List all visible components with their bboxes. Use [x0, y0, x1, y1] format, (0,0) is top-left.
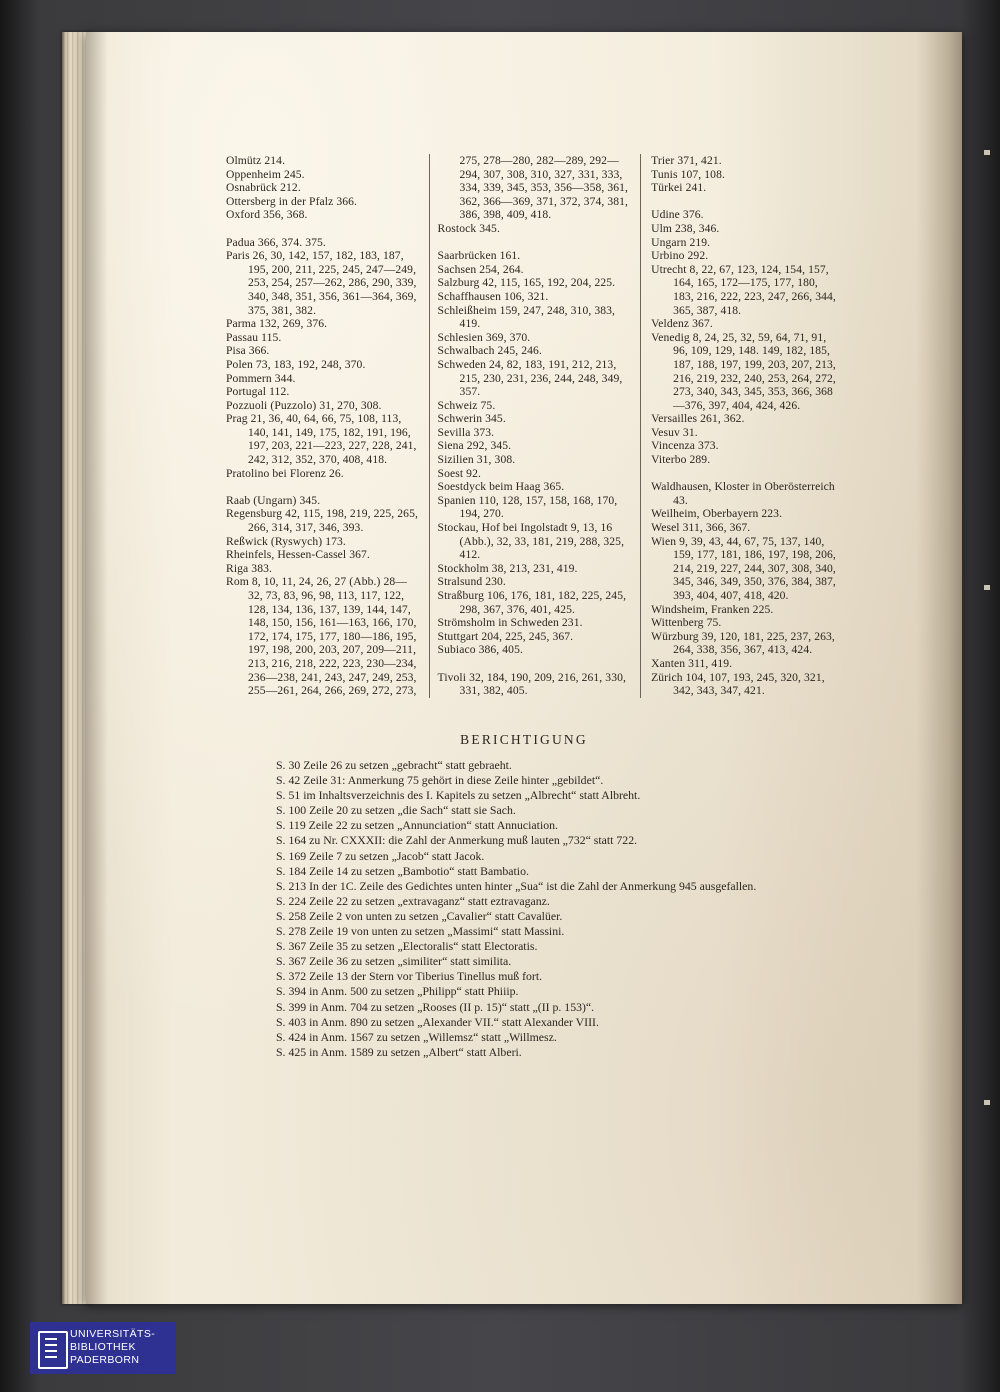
- library-watermark: [30, 1322, 176, 1374]
- errata-item: S. 169 Zeile 7 zu setzen „Jacob“ statt Jacok.: [276, 848, 485, 863]
- index-entry: Vesuv 31.: [651, 425, 698, 439]
- index-entry: Urbino 292.: [651, 249, 709, 263]
- index-entry: Stralsund 230.: [437, 575, 506, 589]
- index-entry: Sevilla 373.: [437, 425, 495, 439]
- errata-item: S. 164 zu Nr. CXXXII: die Zahl der Anmerkung muß lauten „732“ statt 722.: [276, 833, 638, 848]
- errata-item: S. 403 in Anm. 890 zu setzen „Alexander VII.“ statt Alexander VIII.: [276, 1014, 599, 1029]
- index-entry: Trier 371, 421.: [651, 154, 722, 167]
- index-column-2: [429, 154, 641, 698]
- index-entry: Regensburg 42, 115, 198, 219, 225, 265, 266, 314, 317, 346, 393.: [226, 507, 418, 535]
- index-entry: Pommern 344.: [226, 371, 296, 385]
- index-entry: Udine 376.: [651, 208, 704, 222]
- index-entry: Wittenberg 75.: [651, 616, 722, 630]
- index-entry: Passau 115.: [226, 330, 282, 344]
- index-entry: Schwerin 345.: [437, 412, 506, 426]
- index-entry: Strömsholm in Schweden 231.: [437, 616, 583, 630]
- errata-item: S. 258 Zeile 2 von unten zu setzen „Cavalier“ statt Cavalüer.: [276, 908, 563, 923]
- errata-heading: BERICHTIGUNG: [460, 732, 588, 747]
- index-entry: Riga 383.: [226, 561, 272, 575]
- index-entry: Siena 292, 345.: [437, 439, 512, 453]
- errata-item: S. 224 Zeile 22 zu setzen „extravaganz“ statt eztravaganz.: [276, 893, 550, 908]
- index-spacer: [438, 236, 633, 250]
- errata-item: S. 424 in Anm. 1567 zu setzen „Willemsz“ statt „Willmesz.: [276, 1029, 557, 1044]
- index-spacer: [651, 195, 838, 209]
- errata-item: S. 184 Zeile 14 zu setzen „Bambotio“ statt Bambatio.: [276, 863, 529, 878]
- errata-item: S. 100 Zeile 20 zu setzen „die Sach“ statt sie Sach.: [276, 803, 516, 818]
- index-entry: Weilheim, Oberbayern 223.: [651, 507, 783, 521]
- errata-item: S. 394 in Anm. 500 zu setzen „Philipp“ statt Phiiip.: [276, 984, 519, 999]
- errata-item: S. 372 Zeile 13 der Stern vor Tiberius Tinellus muß fort.: [276, 969, 543, 984]
- index-entry: Schleißheim 159, 247, 248, 310, 383, 419.: [437, 303, 616, 331]
- index-entry: Polen 73, 183, 192, 248, 370.: [226, 357, 366, 371]
- index-entry: Vincenza 373.: [651, 439, 719, 453]
- errata-item: S. 399 in Anm. 704 zu setzen „Rooses (II p. 15)“ statt „(II p. 153)“.: [276, 999, 595, 1014]
- watermark-line-1: UNIVERSITÄTS-: [70, 1328, 156, 1340]
- watermark-line-3: PADERBORN: [70, 1354, 140, 1366]
- index-entry: Paris 26, 30, 142, 157, 182, 183, 187, 195, 200, 211, 225, 245, 247—249, 253, 254, 257—262, 286, 290, 339, 340, 348, 351, 356, 361—364, 369, 375, 381, 382.: [226, 249, 417, 317]
- index-entry: Windsheim, Franken 225.: [651, 602, 774, 616]
- index-entry: Zürich 104, 107, 193, 245, 320, 321, 342, 343, 347, 421.: [651, 670, 825, 698]
- book-page: [86, 32, 962, 1304]
- index-entry: Pisa 366.: [226, 344, 270, 358]
- index-entry: Parma 132, 269, 376.: [226, 317, 328, 331]
- index-entry: Reßwick (Ryswych) 173.: [226, 534, 346, 548]
- page-content: [86, 32, 962, 1304]
- index-spacer: [226, 480, 421, 494]
- errata-item: S. 42 Zeile 31: Anmerkung 75 gehört in diese Zeile hinter „gebildet“.: [276, 773, 604, 788]
- index-entry: Straßburg 106, 176, 181, 182, 225, 245, 298, 367, 376, 401, 425.: [437, 589, 627, 616]
- index-entry: Oxford 356, 368.: [226, 208, 308, 222]
- index-entry: Wesel 311, 366, 367.: [651, 521, 751, 535]
- index-entry: Ulm 238, 346.: [651, 221, 720, 235]
- index-entry: Osnabrück 212.: [226, 181, 301, 195]
- index-entry: Schlesien 369, 370.: [437, 330, 531, 344]
- index-entry: Ottersberg in der Pfalz 366.: [226, 194, 358, 208]
- index-entry: Waldhausen, Kloster in Oberösterreich 43.: [651, 480, 835, 507]
- index-entry: Tunis 107, 108.: [651, 167, 725, 181]
- index-entry: Pratolino bei Florenz 26.: [226, 466, 344, 480]
- index-entry: Rostock 345.: [437, 221, 500, 235]
- index-entry: Olmütz 214.: [226, 154, 286, 167]
- index-entry: Salzburg 42, 115, 165, 192, 204, 225.: [437, 276, 616, 290]
- index-entry: Spanien 110, 128, 157, 158, 168, 170, 194, 270.: [437, 493, 618, 521]
- index-entry: Ungarn 219.: [651, 235, 711, 249]
- scan-tick-mark: [984, 150, 990, 155]
- index-entry: Padua 366, 374. 375.: [226, 235, 326, 249]
- watermark-line-2: BIBLIOTHEK: [70, 1341, 136, 1353]
- index-entry: Soest 92.: [437, 466, 481, 480]
- index-entry: Wien 9, 39, 43, 44, 67, 75, 137, 140, 159, 177, 181, 186, 197, 198, 206, 214, 219, 227, 244, 307, 308, 340, 345, 346, 349, 350, 376, 384, 387, 393, 404, 407, 418, 420.: [651, 534, 836, 602]
- index-entry: Rheinfels, Hessen-Cassel 367.: [226, 548, 370, 562]
- errata-item: S. 425 in Anm. 1589 zu setzen „Albert“ statt Alberi.: [276, 1044, 522, 1059]
- index-entry: Utrecht 8, 22, 67, 123, 124, 154, 157, 164, 165, 172—175, 177, 180, 183, 216, 222, 223, 247, 266, 344, 365, 387, 418.: [651, 262, 836, 317]
- index-entry: Saarbrücken 161.: [437, 249, 521, 263]
- index-entry: Oppenheim 245.: [226, 167, 305, 181]
- index-entry: Prag 21, 36, 40, 64, 66, 75, 108, 113, 140, 141, 149, 175, 182, 191, 196, 197, 203, 221—223, 227, 228, 241, 242, 312, 352, 370, 408, 418.: [226, 412, 417, 467]
- index-column-3: [640, 154, 838, 698]
- scan-tick-mark: [984, 1100, 990, 1105]
- index-entry: Portugal 112.: [226, 385, 290, 399]
- place-index: [226, 154, 838, 698]
- index-spacer: [651, 467, 838, 481]
- index-entry: Xanten 311, 419.: [651, 656, 733, 670]
- index-entry: 275, 278—280, 282—289, 292—294, 307, 308, 310, 327, 331, 333, 334, 339, 345, 353, 356—358, 361, 362, 366—369, 371, 372, 374, 381, 386, 398, 409, 418.: [459, 154, 629, 222]
- index-entry: Pozzuoli (Puzzolo) 31, 270, 308.: [226, 398, 382, 412]
- errata-item: S. 213 In der 1C. Zeile des Gedichtes unten hinter „Sua“ ist die Zahl der Anmerkung 945 ausgefallen.: [276, 878, 757, 893]
- index-entry: Soestdyck beim Haag 365.: [437, 480, 565, 494]
- index-entry: Versailles 261, 362.: [651, 412, 745, 426]
- errata-item: S. 30 Zeile 26 zu setzen „gebracht“ statt gebraeht.: [276, 758, 512, 772]
- index-column-1: [226, 154, 429, 698]
- index-entry: Schweiz 75.: [437, 398, 496, 412]
- index-entry: Stuttgart 204, 225, 245, 367.: [437, 629, 574, 643]
- index-entry: Stockau, Hof bei Ingolstadt 9, 13, 16 (Abb.), 32, 33, 181, 219, 288, 325, 412.: [437, 521, 625, 562]
- index-spacer: [438, 657, 633, 671]
- index-entry: Viterbo 289.: [651, 453, 711, 467]
- index-entry: Venedig 8, 24, 25, 32, 59, 64, 71, 91, 96, 109, 129, 148. 149, 182, 185, 187, 188, 197, 199, 203, 207, 213, 216, 219, 232, 240, 253, 264, 272, 273, 340, 343, 345, 353, 366, 368—376, 397, 404, 424, 426.: [651, 330, 836, 412]
- index-entry: Sachsen 254, 264.: [437, 262, 524, 276]
- index-entry: Türkei 241.: [651, 181, 707, 195]
- book-icon: [38, 1331, 68, 1369]
- errata-item: S. 119 Zeile 22 zu setzen „Annunciation“ statt Annuciation.: [276, 818, 558, 833]
- index-entry: Veldenz 367.: [651, 317, 713, 331]
- index-entry: Tivoli 32, 184, 190, 209, 216, 261, 330, 331, 382, 405.: [437, 670, 626, 698]
- index-entry: Schweden 24, 82, 183, 191, 212, 213, 215, 230, 231, 236, 244, 248, 349, 357.: [437, 357, 623, 399]
- index-entry: Rom 8, 10, 11, 24, 26, 27 (Abb.) 28—32, 73, 83, 96, 98, 113, 117, 122, 128, 134, 136, 137, 139, 144, 147, 148, 150, 156, 161—163, 166, 170, 172, 174, 175, 177, 180—186, 195, 197, 198, 200, 203, 207, 209—211, 213, 216, 218, 222, 223, 230—234, 236—238, 241, 243, 247, 249, 253, 255—261, 264, 266, 269, 272, 273,: [226, 575, 417, 698]
- errata-item: S. 367 Zeile 35 zu setzen „Electoralis“ statt Electoratis.: [276, 939, 538, 954]
- index-entry: Schaffhausen 106, 321.: [437, 289, 549, 303]
- errata-item: S. 367 Zeile 36 zu setzen „similiter“ statt similita.: [276, 954, 512, 969]
- index-entry: Stockholm 38, 213, 231, 419.: [437, 561, 578, 575]
- errata-list: [276, 758, 916, 1060]
- errata-item: S. 51 im Inhaltsverzeichnis des I. Kapitels zu setzen „Albrecht“ statt Albreht.: [276, 788, 641, 803]
- index-entry: Subiaco 386, 405.: [437, 643, 523, 657]
- index-spacer: [226, 222, 421, 236]
- index-entry: Schwalbach 245, 246.: [437, 344, 542, 358]
- index-entry: Sizilien 31, 308.: [437, 453, 516, 467]
- errata-item: S. 278 Zeile 19 von unten zu setzen „Massimi“ statt Massini.: [276, 924, 565, 939]
- scan-tick-mark: [984, 585, 990, 590]
- index-entry: Würzburg 39, 120, 181, 225, 237, 263, 264, 338, 356, 367, 413, 424.: [651, 629, 835, 657]
- index-entry: Raab (Ungarn) 345.: [226, 493, 321, 507]
